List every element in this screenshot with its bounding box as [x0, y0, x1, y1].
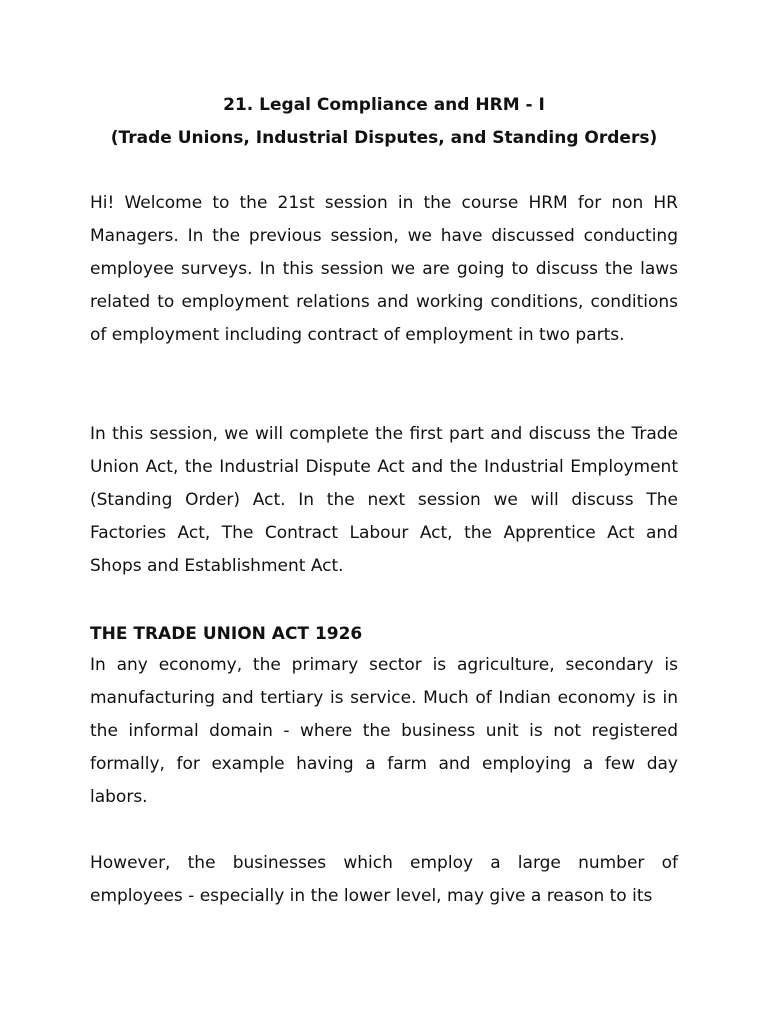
- economy-paragraph: In any economy, the primary sector is agriculture, secondary is manufacturing and tertiary is service. Much of Indian economy is in the informal domain - where the business unit is not registered formally, for example having a farm and employing a few day labors.: [90, 655, 678, 807]
- intro-paragraph: Hi! Welcome to the 21st session in the course HRM for non HR Managers. In the previous session, we have discussed conducting employee surveys. In this session we are going to discuss the laws related to employment relations and working conditions, conditions of employment including contract of employment in two parts.: [90, 193, 678, 345]
- session-overview-paragraph: In this session, we will complete the first part and discuss the Trade Union Act, the Industrial Dispute Act and the Industrial Employment (Standing Order) Act. In the next session we will discuss The Factories Act, The Contract Labour Act, the Apprentice Act and Shops and Establishment Act.: [90, 424, 678, 576]
- businesses-paragraph: However, the businesses which employ a large number of employees - especially in the lower level, may give a reason to its: [90, 853, 678, 906]
- section-heading: THE TRADE UNION ACT 1926: [90, 624, 363, 644]
- document-subtitle: (Trade Unions, Industrial Disputes, and Standing Orders): [110, 128, 658, 148]
- document-title: 21. Legal Compliance and HRM - I: [223, 95, 545, 115]
